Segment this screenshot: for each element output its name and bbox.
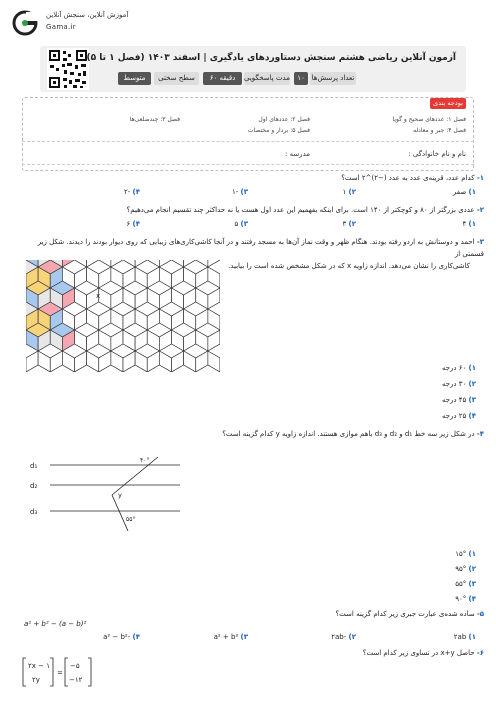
question-number: ۱- [476, 174, 484, 182]
option-text: ۱۵° [455, 550, 467, 558]
q3-option-1[interactable]: ۱) ۶۰ درجه [441, 364, 476, 372]
tag-questions-value: ۱۰ [294, 72, 308, 85]
algebra-formula: a² + b² − (a − b)² [24, 620, 87, 628]
q3-option-2[interactable]: ۲) ۳۰ درجه [441, 380, 476, 388]
question-text: ساده شده‌ی عبارت جبری زیر کدام گزینه است؟ [335, 610, 475, 618]
chapter-2: فصل ۲: عددهای اول [258, 116, 310, 123]
q2-option-2[interactable]: ۲) ۳ [342, 220, 356, 228]
q5-option-3[interactable]: ۳) a² + b² [213, 633, 248, 641]
q4-option-1[interactable]: ۱) ۱۵° [455, 550, 476, 558]
question-number: ۵- [476, 610, 484, 618]
matrix-equation [22, 656, 92, 688]
brand-url[interactable]: Gama.ir [46, 23, 76, 31]
option-text: ۵ [234, 220, 239, 228]
name-field[interactable]: نام و نام خانوادگی : [408, 150, 466, 158]
matrix-left-top: ۲x − ۱ [28, 662, 50, 670]
tag-duration-label: مدت پاسخگویی [244, 72, 290, 85]
angle-40-label: ۴۰° [140, 457, 150, 464]
option-text: -۱ [231, 188, 239, 196]
exam-title: آزمون آنلاین ریاضی هشتم سنجش دستاوردهای یادگیری | اسفند ۱۴۰۳ (فصل ۱ تا ۵) [86, 53, 456, 63]
gama-logo-icon [12, 10, 38, 36]
q2-option-3[interactable]: ۳) ۵ [234, 220, 248, 228]
fields-divider [22, 164, 474, 165]
angle-55-label: ۵۵° [126, 516, 136, 523]
matrix-right-bottom: −۱۲ [69, 676, 83, 684]
option-text: ۹۵° [455, 565, 467, 573]
q4-option-4[interactable]: ۴) ۹۰° [455, 595, 476, 603]
tag-questions-label: تعداد پرسش‌ها [310, 72, 356, 85]
option-text: ۵۵° [455, 580, 467, 588]
question-text: در شکل زیر سه خط d₁ و d₂ و d₃ باهم موازی هستند. اندازه زاویه y کدام گزینه است؟ [222, 430, 475, 438]
chapter-1: فصل ۱: عددهای صحیح و گویا [392, 116, 466, 123]
option-text: -۲ab [331, 633, 347, 641]
option-text: صفر [452, 188, 467, 196]
option-text: a² + b² [213, 633, 239, 641]
budget-tag: بودجه بندی [430, 98, 466, 109]
q1-option-1[interactable]: ۱) صفر [452, 188, 476, 196]
option-text: ۴۵ درجه [441, 396, 467, 404]
question-5 [335, 610, 484, 618]
q3-option-3[interactable]: ۳) ۴۵ درجه [441, 396, 476, 404]
option-text: ۶ [126, 220, 131, 228]
q1-option-3[interactable]: ۳) -۱ [231, 188, 248, 196]
question-text-line-1: احمد و دوستانش به اردو رفته بودند. هنگام ظهر و وقت نماز آن‌ها به مسجد رفتند و در آنجا کاشی‌کاری‌های زیبایی که روی دیوار بودند را دیدند. شکل زیر قسمتی از [37, 238, 484, 258]
option-text: ۶۰ درجه [441, 364, 467, 372]
line-d2-label: d₂ [30, 482, 38, 490]
option-text: ۴ [462, 220, 467, 228]
question-number: ۶- [476, 649, 484, 657]
option-text: ۲ab [453, 633, 467, 641]
q3-option-4[interactable]: ۴) ۲۵ درجه [441, 412, 476, 420]
qr-code-icon[interactable] [47, 48, 89, 90]
angle-y-label: y [118, 491, 122, 499]
option-text: ۲۵ درجه [441, 412, 467, 420]
option-text: ۳۰ درجه [441, 380, 467, 388]
option-text: ۱ [342, 188, 347, 196]
q4-option-2[interactable]: ۲) ۹۵° [455, 565, 476, 573]
budget-box [22, 97, 474, 171]
question-text: کدام عدد، قرینه‌ی عدد به عدد (−۲)^۲ است؟ [341, 174, 475, 182]
question-text: حاصل x+y در تساوی زیر کدام است؟ [362, 649, 475, 657]
question-1 [341, 174, 484, 182]
q2-option-1[interactable]: ۱) ۴ [462, 220, 476, 228]
option-text: -a² − b² [103, 633, 131, 641]
question-6 [363, 649, 484, 657]
q4-option-3[interactable]: ۳) ۵۵° [455, 580, 476, 588]
q5-option-1[interactable]: ۱) ۲ab [453, 633, 476, 641]
option-text: ۳ [342, 220, 347, 228]
line-d1-label: d₁ [30, 462, 38, 470]
line-d3-label: d₃ [30, 508, 38, 516]
matrix-left-bottom: ۲y [32, 676, 40, 684]
school-field[interactable]: مدرسه : [284, 150, 310, 158]
question-number: ۴- [476, 430, 484, 438]
tiling-pattern [26, 260, 220, 372]
question-text-line-2: کاشی‌کاری را نشان می‌دهد. اندازه زاویه x که در شکل مشخص شده است را بیابید. [228, 262, 470, 270]
q5-option-2[interactable]: ۲) -۲ab [331, 633, 356, 641]
budget-divider [22, 141, 474, 142]
brand-name: آموزش آنلاین، سنجش آنلاین [46, 11, 129, 19]
tag-difficulty-label: سطح سختی [154, 72, 199, 85]
equals-sign: = [57, 669, 63, 677]
parallel-lines-figure [30, 455, 180, 535]
q2-option-4[interactable]: ۴) ۶ [126, 220, 140, 228]
question-number: ۲- [476, 206, 484, 214]
option-text: ۹۰° [455, 595, 467, 603]
chapter-5: فصل ۵: بردار و مختصات [247, 127, 310, 134]
option-text: -۲ [123, 188, 131, 196]
tag-difficulty-value: متوسط [118, 72, 151, 85]
question-text: عددی بزرگتر از ۸۰ و کوچکتر از ۱۴۰ است. برای اینکه بفهمیم این عدد اول هست یا نه حداکثر چند تقسیم انجام می‌دهیم؟ [126, 206, 475, 214]
chapter-3: فصل ۳: چندضلعی‌ها [129, 116, 180, 123]
matrix-right-top: −۵ [70, 662, 80, 670]
tag-duration-value: ۶۰ دقیقه [203, 72, 242, 85]
chapter-4: فصل ۴: جبر و معادله [413, 127, 466, 134]
q1-option-4[interactable]: ۴) -۲ [123, 188, 140, 196]
q5-option-4[interactable]: ۴) -a² − b² [103, 633, 140, 641]
q1-option-2[interactable]: ۲) ۱ [342, 188, 356, 196]
page-header [0, 0, 496, 42]
question-number: ۳- [476, 238, 484, 246]
question-2 [127, 206, 484, 214]
angle-x-label: x [96, 292, 101, 300]
question-4 [222, 430, 484, 438]
hexagon-tiling-figure [26, 260, 220, 372]
